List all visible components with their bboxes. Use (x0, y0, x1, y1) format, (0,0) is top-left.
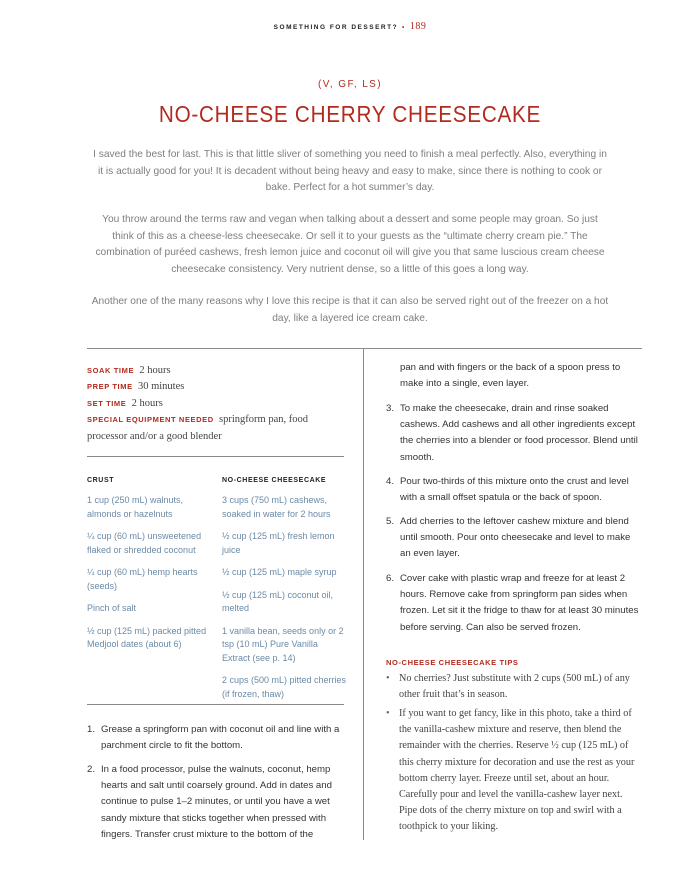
method-step-5 (386, 514, 638, 563)
section-divider (87, 348, 642, 349)
ingredient-item: ½ cup (125 mL) maple syrup (222, 567, 337, 577)
crust-heading: CRUST (87, 477, 115, 484)
bullet-icon: • (386, 708, 390, 719)
tip-item (386, 706, 636, 836)
equipment-value: springform pan, food processor and/or a good blender (87, 414, 308, 442)
soak-time-label: SOAK TIME (87, 366, 135, 375)
step-number: 1. (87, 724, 96, 735)
recipe-title: NO-CHEESE CHERRY CHEESECAKE (158, 101, 542, 127)
ingredient-item: ¼ cup (60 mL) unsweetened flaked or shredded coconut (87, 531, 202, 555)
step-text: Cover cake with plastic wrap and freeze for at least 2 hours. Remove cake from springform pan sides when frozen. Let sit it the fridge to thaw for at least 30 minutes before serving. Can also be served frozen. (400, 573, 639, 633)
set-time-row (87, 396, 347, 412)
prep-time-value: 30 minutes (137, 381, 185, 393)
dietary-tags: (V, GF, LS) (318, 79, 382, 90)
step-text: In a food processor, pulse the walnuts, coconut, hemp hearts and salt until coarsely ground. Add in dates and continue to pulse 1–2 minutes, or until you have a wet sandy mixture that sticks together when pressed with fingers. Transfer crust mixture to the bottom of the (101, 764, 332, 840)
intro-paragraph-2: You throw around the terms raw and vegan when talking about a dessert and some people may groan. So just think of this as a cheese-less cheesecake. Or sell it to your guests as the “ultimate cherry cream pie.” The combination of puréed cashews, fresh lemon juice and coconut oil will give you that same luscious cream cheese cheesecake consistency. Very nutrient dense, so a little of this goes a long way. (95, 214, 605, 275)
ingredients-bottom-rule (87, 704, 344, 705)
running-header (0, 21, 700, 32)
method-step-1 (87, 722, 347, 754)
soak-time-value: 2 hours (139, 365, 171, 376)
ingredient-item: ½ cup (125 mL) packed pitted Medjool dates (about 6) (87, 625, 207, 649)
method-step-6 (386, 571, 642, 636)
soak-time-row (87, 363, 347, 379)
ingredients-top-rule (87, 456, 344, 457)
equipment-row (87, 412, 347, 445)
filling-ingredients (222, 476, 347, 710)
set-time-label: SET TIME (87, 398, 127, 408)
method-step-3 (386, 401, 638, 466)
step-text: Grease a springform pan with coconut oil and line with a parchment circle to fit the bottom. (101, 724, 340, 752)
ingredient-item: 2 cups (500 mL) pitted cherries (if frozen, thaw) (222, 675, 347, 699)
equipment-label: SPECIAL EQUIPMENT NEEDED (87, 415, 214, 425)
tip-text: If you want to get fancy, like in this photo, take a third of the vanilla-cashew mixture and reserve, then blend the remainder with the cherries. Reserve ½ cup (125 mL) of this cherry mixture for decoration and use the rest as your bottom cherry layer. Freeze until set, about an hour. Carefully pour and level the vanilla-cashew layer next. Pipe dots of the cherry mixture on top and swirl with a toothpick to your liking. (399, 708, 635, 833)
ingredient-item: 1 cup (250 mL) walnuts, almonds or hazelnuts (87, 495, 184, 519)
step-number: 6. (386, 573, 395, 584)
filling-heading: NO-CHEESE CHEESECAKE (222, 477, 327, 484)
page-number: 189 (409, 21, 427, 32)
step-text: To make the cheesecake, drain and rinse soaked cashews. Add cashews and all other ingredients except the cherries into a blender or food processor. Blend until smooth. (400, 403, 638, 463)
crust-ingredients (87, 476, 212, 661)
bullet-separator: • (402, 24, 406, 31)
intro-paragraph-1: I saved the best for last. This is that little sliver of something you need to finish a meal perfectly. Also, everything in it is actually good for you! It is decadent without being heavy and easy to make, since there is nothing to cook or bake. Perfect for a hot summer’s day. (93, 149, 607, 193)
prep-time-row (87, 379, 347, 395)
step-number: 5. (386, 516, 395, 527)
tip-item (386, 671, 636, 703)
step-number: 4. (386, 476, 395, 487)
step-text: Pour two-thirds of this mixture onto the crust and level with a small offset spatula or the back of spoon. (400, 476, 629, 504)
method-step-4 (386, 474, 638, 506)
tip-text: No cherries? Just substitute with 2 cups (500 mL) of any other fruit that’s in season. (399, 673, 630, 701)
bullet-icon: • (386, 673, 390, 684)
method-step-2-continued (386, 360, 638, 392)
ingredient-item: ¼ cup (60 mL) hemp hearts (seeds) (87, 567, 198, 591)
ingredient-item: ½ cup (125 mL) fresh lemon juice (222, 531, 335, 555)
step-number: 2. (87, 764, 96, 775)
prep-time-label: PREP TIME (87, 382, 133, 392)
step-number: 3. (386, 403, 395, 414)
ingredient-item: Pinch of salt (87, 603, 137, 613)
step-text: pan and with fingers or the back of a spoon press to make into a single, even layer. (400, 362, 621, 390)
ingredient-item: 3 cups (750 mL) cashews, soaked in water for 2 hours (222, 495, 331, 519)
method-step-2 (87, 762, 347, 843)
intro-paragraph-3: Another one of the many reasons why I love this recipe is that it can also be served right out of the freezer on a hot day, like a layered ice cream cake. (91, 296, 609, 324)
ingredient-item: ½ cup (125 mL) coconut oil, melted (222, 589, 334, 613)
recipe-meta (87, 363, 347, 445)
tips-heading: NO-CHEESE CHEESECAKE TIPS (386, 658, 519, 667)
ingredient-item: 1 vanilla bean, seeds only or 2 tsp (10 mL) Pure Vanilla Extract (see p. 14) (222, 625, 344, 663)
set-time-value: 2 hours (131, 397, 163, 409)
column-divider (363, 348, 364, 840)
section-title: SOMETHING FOR DESSERT? (273, 24, 399, 31)
step-text: Add cherries to the leftover cashew mixture and blend until smooth. Pour onto cheesecake and level to make an even layer. (400, 516, 631, 560)
